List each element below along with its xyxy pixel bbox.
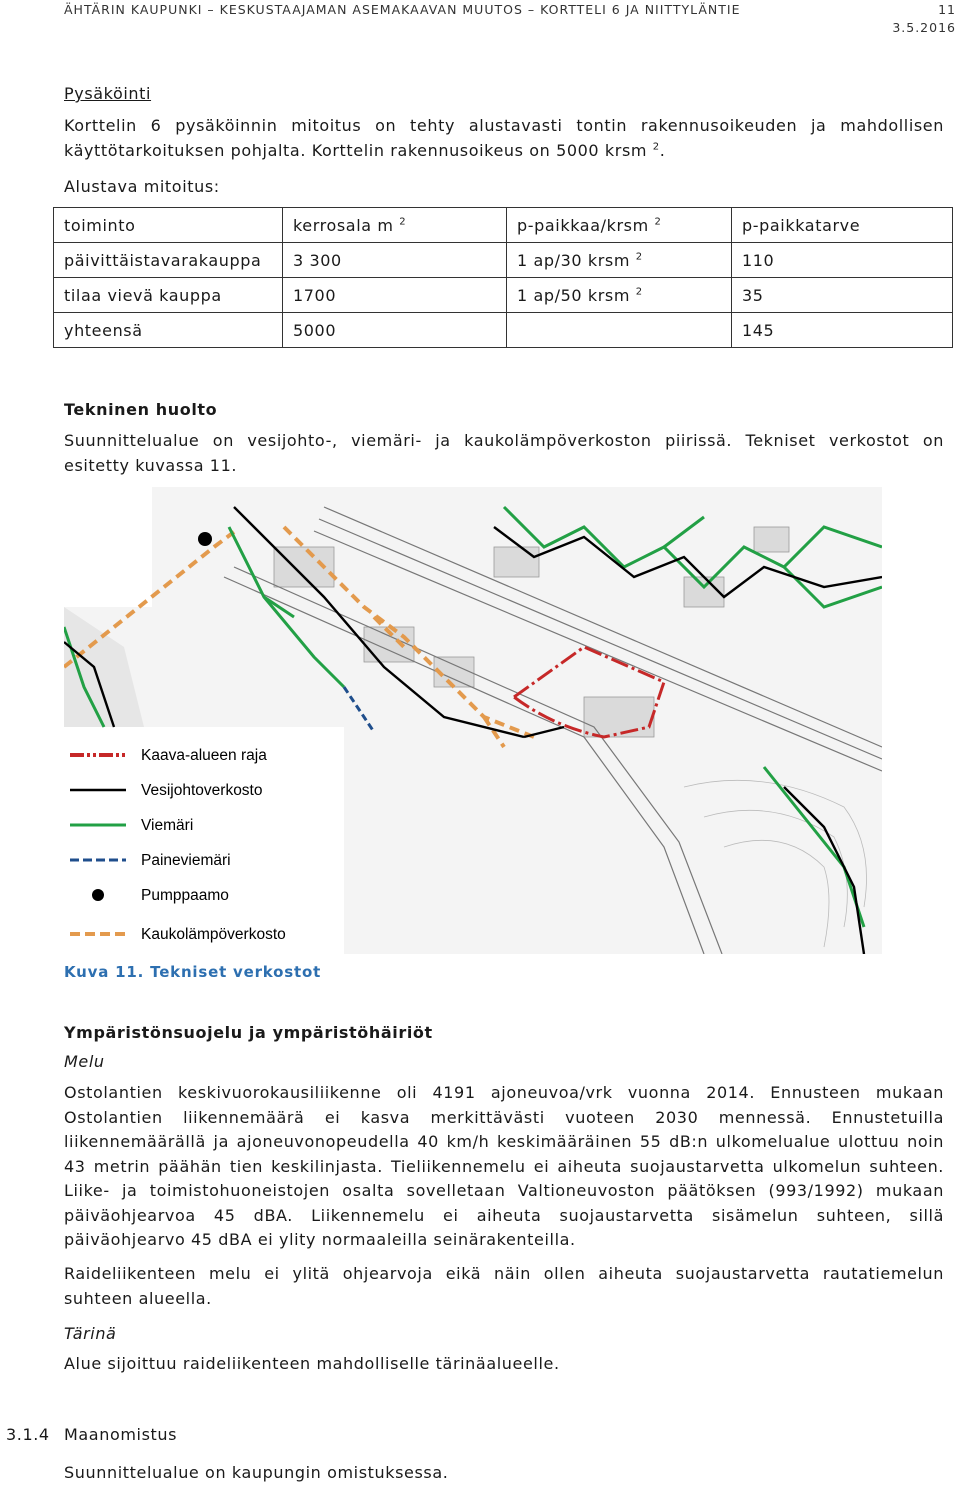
table-header-cell: toiminto	[54, 208, 283, 243]
legend-label: Viemäri	[141, 817, 194, 834]
table-cell: 110	[732, 243, 953, 278]
legend-label: Pumppaamo	[141, 887, 229, 904]
table-row	[54, 278, 953, 313]
table-header-cell: p-paikkaa/krsm $^2$	[507, 208, 732, 243]
legend-label: Vesijohtoverkosto	[141, 782, 263, 799]
parking-paragraph: Korttelin 6 pysäköinnin mitoitus on tehty alustavasti tontin rakennusoikeuden ja mahdollisen käyttötarkoituksen pohjalta. Korttelin rakennusoikeus on 5000 krsm $^2$.	[64, 116, 944, 160]
legend-label: Kaukolämpöverkosto	[141, 926, 286, 943]
table-cell: 3 300	[283, 243, 507, 278]
table-cell: 35	[732, 278, 953, 313]
table-cell: 1 ap/30 krsm $^2$	[507, 243, 732, 278]
tech-heading: Tekninen huolto	[64, 400, 218, 419]
legend-label: Kaava-alueen raja	[141, 747, 267, 764]
noise-paragraph-1: Ostolantien keskivuorokausiliikenne oli 4191 ajoneuvoa/vrk vuonna 2014. Ennusteen mukaan Ostolantien liikennemäärä ei kasva merkittävästi vuoteen 2030 mennessä. Ennustetuilla liikennemäärällä ja ajoneuvonopeudella 40 km/h keskimääräinen 55 dB:n ulkomelualue ulottuu noin 43 metrin päähän tien keskilinjasta. Tieliikennemelu ei aiheuta suojaustarvetta ulkomelun suhteen. Liike- ja toimistohuoneistojen osalta sovelletaan Valtioneuvoston päätöksen (993/1992) mukaan päiväohjearvoa 45 dBA. Liikennemelu ei aiheuta suojaustarvetta sisämelun suhteen, sillä päiväohjearvo 45 dBA ei ylity normaaleilla seinärakenteilla.	[64, 1083, 944, 1249]
table-header-cell: p-paikkatarve	[732, 208, 953, 243]
table-cell: tilaa vievä kauppa	[54, 278, 283, 313]
header-title: ÄHTÄRIN KAUPUNKI – KESKUSTAAJAMAN ASEMAKAAVAN MUUTOS – KORTTELI 6 JA NIITTYLÄNTIE	[64, 2, 741, 17]
network-map	[64, 487, 882, 954]
noise-subheading: Melu	[64, 1052, 105, 1071]
noise-paragraph-2: Raideliikenteen melu ei ylitä ohjearvoja eikä näin ollen aiheuta suojaustarvetta rautatiemelun suhteen alueella.	[64, 1264, 944, 1308]
table-row	[54, 313, 953, 348]
legend-label: Paineviemäri	[141, 852, 231, 869]
table-row	[54, 243, 953, 278]
table-cell: yhteensä	[54, 313, 283, 348]
legend-swatch-pump	[92, 889, 104, 901]
section-number: 3.1.4	[6, 1425, 50, 1444]
table-header-cell: kerrosala m $^2$	[283, 208, 507, 243]
table-cell: 5000	[283, 313, 507, 348]
section-title: Maanomistus	[64, 1425, 178, 1444]
tech-paragraph: Suunnittelualue on vesijohto-, viemäri- ja kaukolämpöverkoston piirissä. Tekniset verkostot on esitetty kuvassa 11.	[64, 431, 944, 475]
parking-heading: Pysäköinti	[64, 84, 152, 103]
figure-caption: Kuva 11. Tekniset verkostot	[64, 963, 322, 981]
vibration-paragraph: Alue sijoittuu raideliikenteen mahdolliselle tärinäalueelle.	[64, 1354, 560, 1373]
vibration-subheading: Tärinä	[64, 1324, 117, 1343]
table-cell: päivittäistavarakauppa	[54, 243, 283, 278]
table-header-row	[54, 208, 953, 243]
table-cell	[507, 313, 732, 348]
table-cell: 145	[732, 313, 953, 348]
env-heading: Ympäristönsuojelu ja ympäristöhäiriöt	[64, 1023, 433, 1042]
ownership-paragraph: Suunnittelualue on kaupungin omistuksessa.	[64, 1463, 449, 1482]
page-number: 11	[938, 2, 956, 17]
parking-table	[53, 207, 953, 348]
table-cell: 1700	[283, 278, 507, 313]
header-date: 3.5.2016	[892, 20, 956, 35]
parking-intro: Alustava mitoitus:	[64, 177, 220, 196]
table-cell: 1 ap/50 krsm $^2$	[507, 278, 732, 313]
